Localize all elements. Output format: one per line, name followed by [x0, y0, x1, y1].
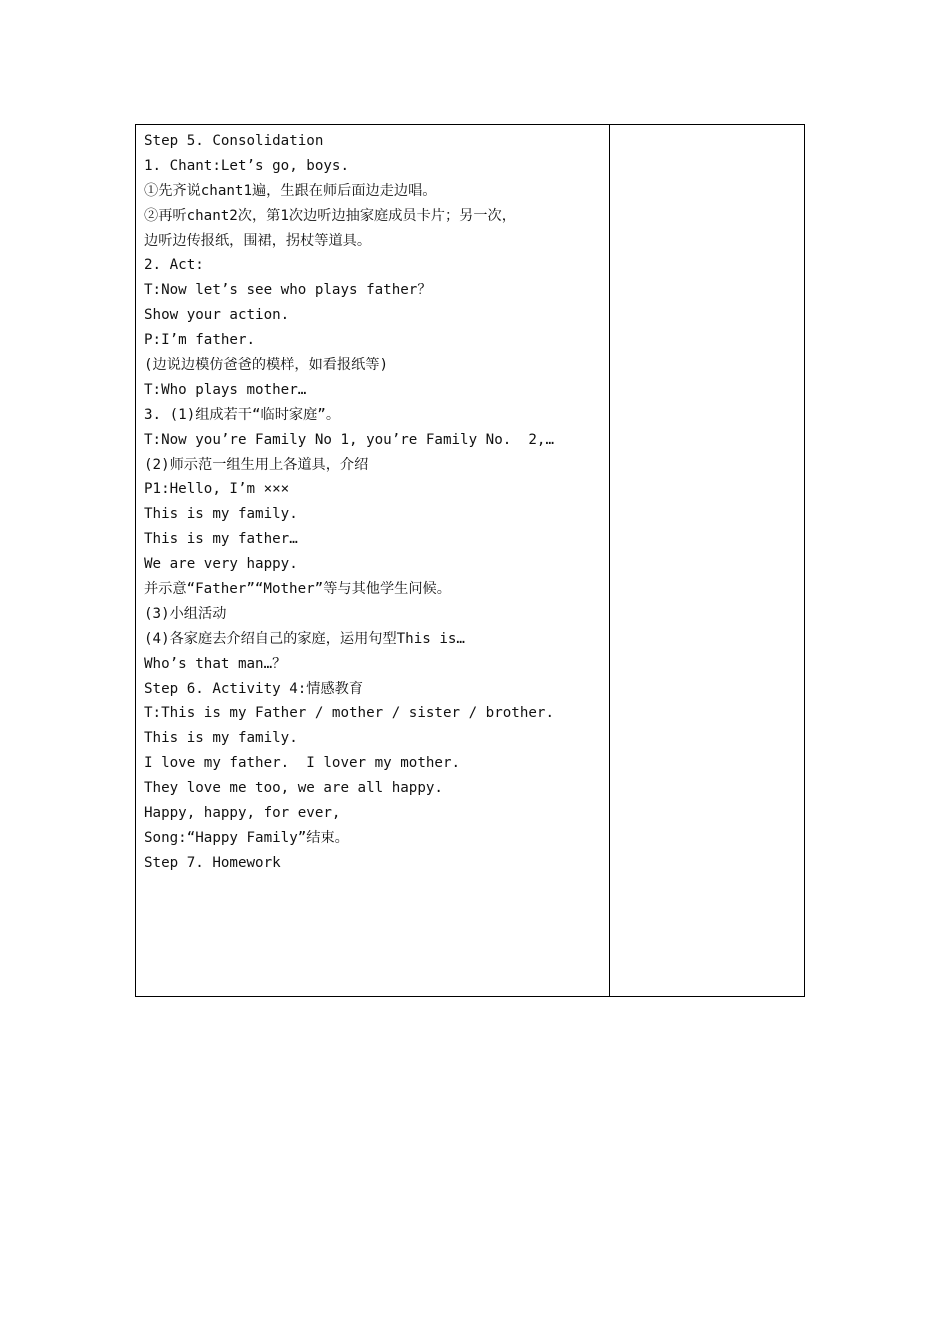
line-act-t3: T:Who plays mother… [144, 381, 307, 398]
line-act-note: (边说边模仿爸爸的模样，如看报纸等) [144, 357, 389, 374]
line-chant-step2: ②再听chant2次，第1次边听边抽家庭成员卡片；另一次， [144, 207, 516, 224]
line-act-title: 2. Act: [144, 257, 204, 274]
line-act-t2: Show your action. [144, 307, 290, 324]
line-step6-song: Song:“Happy Family”结束。 [144, 829, 349, 846]
line-family-p2: This is my family. [144, 506, 298, 523]
line-step6-t1: T:This is my Father / mother / sister / brother. [144, 705, 554, 722]
line-family-greet: 并示意“Father”“Mother”等与其他学生问候。 [144, 581, 451, 598]
line-chant-step2-cont: 边听边传报纸，围裙，拐杖等道具。 [144, 232, 372, 249]
line-family-question: Who’s that man…？ [144, 655, 287, 672]
notes-cell [610, 125, 804, 996]
line-chant-step1: ①先齐说chant1遍，生跟在师后面边走边唱。 [144, 182, 437, 199]
line-family-title: 3. (1)组成若干“临时家庭”。 [144, 406, 341, 423]
line-step6-title: Step 6. Activity 4:情感教育 [144, 680, 364, 697]
line-family-p3: This is my father… [144, 531, 298, 548]
line-act-t1: T:Now let’s see who plays father？ [144, 282, 432, 299]
line-step6-t2: This is my family. [144, 730, 298, 747]
line-step6-t3: I love my father. I lover my mother. [144, 755, 461, 772]
line-step6-t4: They love me too, we are all happy. [144, 780, 443, 797]
line-step5-title: Step 5. Consolidation [144, 133, 324, 149]
line-family-p1: P1:Hello, I’m ××× [144, 481, 290, 498]
lesson-plan-table [135, 124, 805, 997]
line-family-demo: (2)师示范一组生用上各道具，介绍 [144, 456, 369, 473]
line-chant-title: 1. Chant:Let’s go, boys. [144, 157, 349, 174]
line-family-t1: T:Now you’re Family No 1, you’re Family No. 2,… [144, 431, 554, 448]
line-family-p4: We are very happy. [144, 556, 298, 573]
line-act-p1: P:I’m father. [144, 332, 256, 349]
line-step6-t5: Happy, happy, for ever, [144, 805, 341, 822]
line-group-activity: (3)小组活动 [144, 605, 227, 622]
line-step7-title: Step 7. Homework [144, 854, 281, 871]
teaching-procedure-cell [136, 125, 610, 996]
line-family-intro: (4)各家庭去介绍自己的家庭，运用句型This is… [144, 630, 465, 647]
